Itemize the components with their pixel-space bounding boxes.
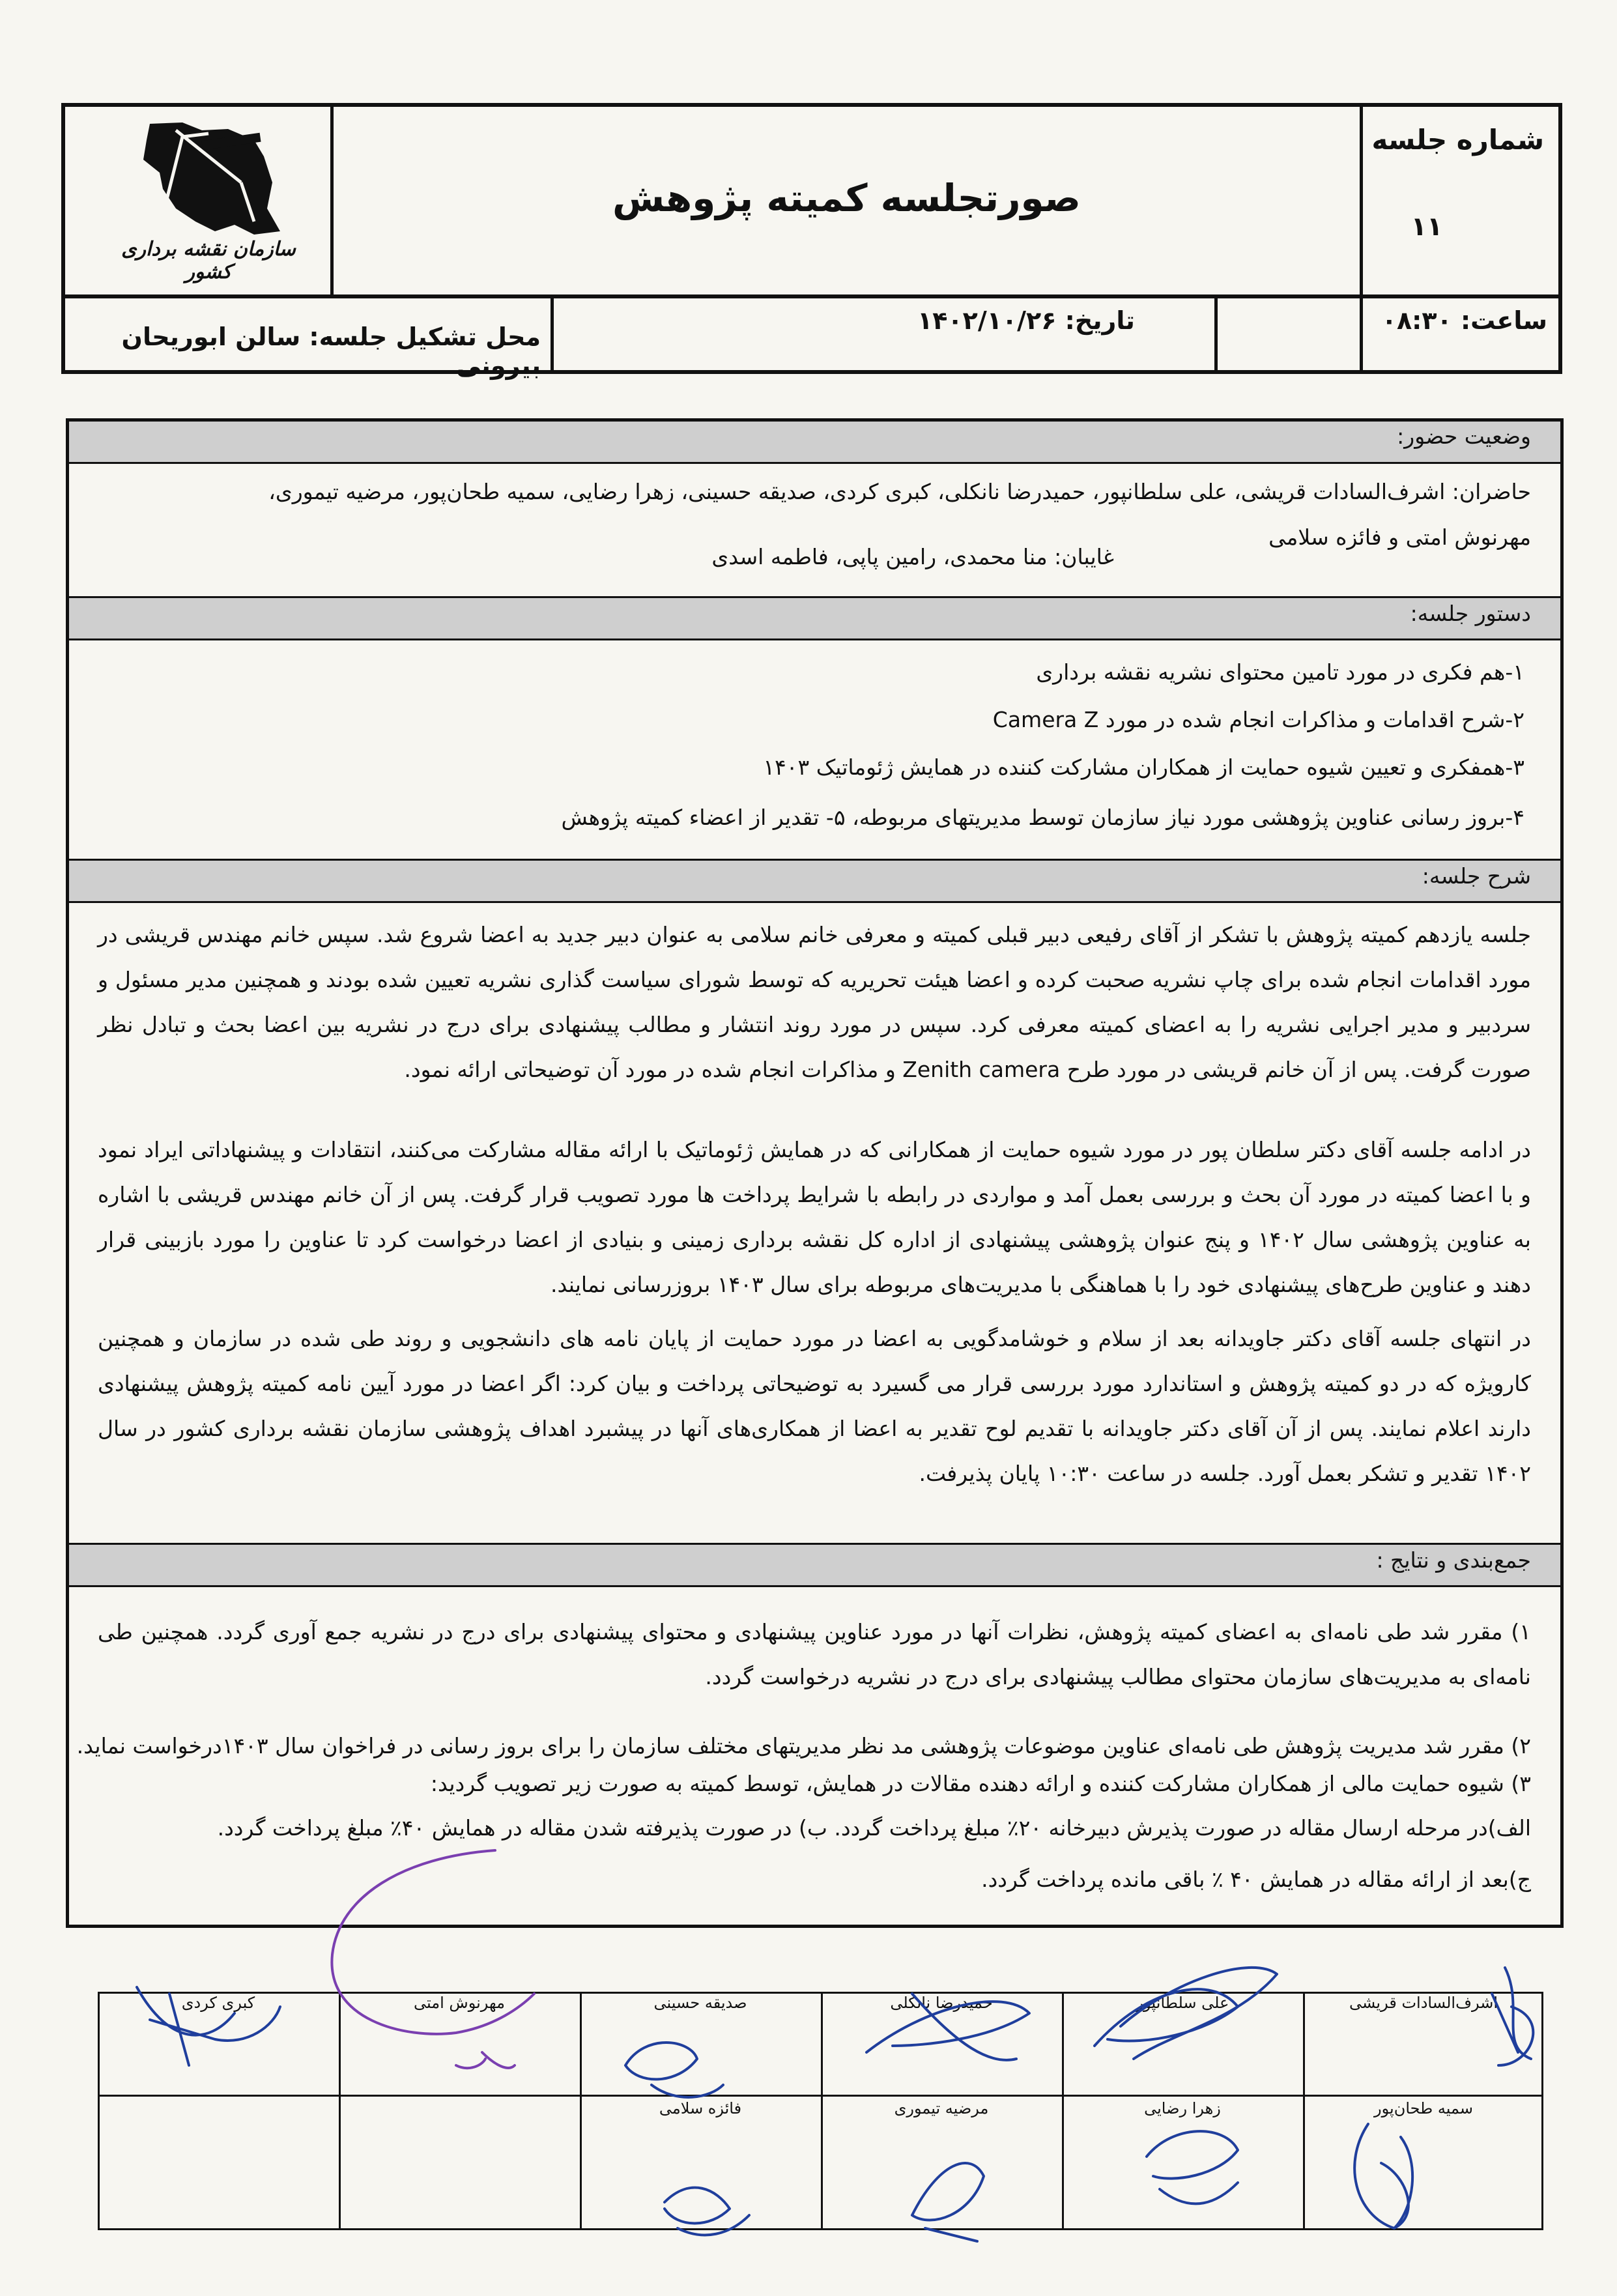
signature-mark xyxy=(1354,2124,1412,2228)
session-number-label: شماره جلسه xyxy=(1371,124,1544,156)
agenda-item-2: ۲-شرح اقدامات و مذاکرات انجام شده در مورد Camera Z xyxy=(992,707,1524,732)
signatory-name: علی سلطانپور xyxy=(1136,1994,1229,2012)
description-heading: شرح جلسه: xyxy=(1422,863,1531,889)
results-heading: جمع‌بندی و نتایج : xyxy=(1376,1547,1531,1573)
signatory-name: مرضیه تیموری xyxy=(894,2099,989,2117)
signature-mark xyxy=(1147,2131,1238,2203)
result-item-1: ۱) مقرر شد طی نامه‌ای به اعضای کمیته پژوهش، نظرات آنها در مورد عناوین پیشنهادی و محتوای پیشنهادی برای درج در نشریه جمع آوری گردد. همچنین طی نامه‌ای به مدیریت‌های سازمان محتوای مطالب پیشنهادی برای درج در نشریه درخواست گردد. xyxy=(98,1619,1531,1689)
agenda-item-1: ۱-هم فکری در مورد تامین محتوای نشریه نقشه برداری xyxy=(1036,659,1524,685)
absent-list: غایبان: منا محمدی، رامین پاپی، فاطمه اسدی xyxy=(711,544,1114,569)
meeting-location: محل تشکیل جلسه: سالن ابوریحان بیرونی xyxy=(121,323,541,380)
signatory-name: کبری کردی xyxy=(181,1994,255,2012)
org-name: سازمان نقشه برداری کشور xyxy=(121,238,296,283)
signatory-name: سمیه طحان‌پور xyxy=(1374,2099,1473,2117)
signatory-name: اشرف‌السادات قریشی xyxy=(1349,1994,1498,2012)
signatory-name: مهرنوش امتی xyxy=(414,1994,505,2012)
result-item-3b: ج)بعد از ارائه مقاله در همایش ۴۰ ٪ باقی مانده پرداخت گردد. xyxy=(981,1867,1531,1892)
meeting-time: ساعت: ۰۸:۳۰ xyxy=(1381,306,1547,335)
present-list-line1: حاضران: اشرف‌السادات قریشی، علی سلطانپور، حمیدرضا نانکلی، کبری کردی، صدیقه حسینی، زهرا رضایی، سمیه طحان‌پور، مرضیه تیموری، xyxy=(268,479,1531,504)
signatory-name: حمیدرضا نانکلی xyxy=(890,1994,993,2012)
description-paragraph-2: در ادامه جلسه آقای دکتر سلطان پور در مورد شیوه حمایت از همکارانی که در همایش ژئوماتیک با ارائه مقاله مشارکت می‌کنند، انتقادات و پیشنهاداتی ایراد نمود و با اعضا کمیته در مورد آن بحث و بررسی بعمل آمد و مواردی در رابطه با شرایط پرداخت ها مورد تصویب قرار گرفت. پس از آن خانم مهندس قریشی با اشاره به عناوین پژوهشی سال ۱۴۰۲ و پنج عنوان پژوهشی پیشنهادی از اداره کل نقشه برداری زمینی و بنیادی از اعضا درخواست کرد تا عناوین را مورد بازبینی قرار دهند و عناوین طرح‌های پیشنهادی خود را با هماهنگی با مدیریت‌های مربوطه برای سال ۱۴۰۳ بروزرسانی نمایند. xyxy=(98,1137,1531,1297)
signature-mark xyxy=(137,1987,280,2065)
description-paragraph-1: جلسه یازدهم کمیته پژوهش با تشکر از آقای رفیعی دبیر قبلی کمیته و معرفی خانم سلامی به عنوان دبیر جدید به اعضا شروع شد. سپس خانم مهندس قریشی در مورد اقدامات انجام شده برای چاپ نشریه صحبت کرده و اعضا هیئت تحریریه که توسط شورای سیاست گذاری نشریه تعیین شده بودند و همچنین مدیر مسئول و سردبیر و مدیر اجرایی نشریه را به اعضای کمیته معرفی کرد. سپس در مورد روند انتشار و مطالب پیشنهادی برای درج در نشریه بین اعضا بحث و تبادل نظر صورت گرفت. پس از آن خانم قریشی در مورد طرح Zenith camera و مذاکرات انجام شده در مورد آن توضیحاتی ارائه نمود. xyxy=(98,922,1531,1082)
signatory-name: فائزه سلامی xyxy=(659,2099,742,2117)
signatory-name: زهرا رضایی xyxy=(1144,2099,1221,2117)
signature-mark xyxy=(332,1850,534,2068)
signature-mark xyxy=(625,2043,723,2097)
signatory-name: صدیقه حسینی xyxy=(653,1994,747,2012)
agenda-item-3: ۳-همفکری و تعیین شیوه حمایت از همکاران مشارکت کننده در همایش ژئوماتیک ۱۴۰۳ xyxy=(763,754,1524,780)
result-item-3: ۳) شیوه حمایت مالی از همکاران مشارکت کننده و ارائه دهنده مقالات در همایش، توسط کمیته به صورت زیر تصویب گردید: xyxy=(430,1771,1531,1796)
handwritten-signatures xyxy=(0,1759,1617,2267)
signature-mark xyxy=(1492,1968,1533,2065)
result-item-3a: الف)در مرحله ارسال مقاله در صورت پذیرش دبیرخانه ۲۰٪ مبلغ پرداخت گردد. ب) در صورت پذیرفته شدن مقاله در همایش ۴۰٪ مبلغ پرداخت گردد. xyxy=(217,1815,1531,1841)
signature-mark xyxy=(1095,1968,1277,2059)
page-title: صورتجلسه کمیته پژوهش xyxy=(612,176,1081,220)
meeting-date: تاریخ: ۱۴۰۲/۱۰/۲۶ xyxy=(917,306,1135,335)
agenda-heading: دستور جلسه: xyxy=(1410,601,1531,626)
signature-mark xyxy=(866,1994,1029,2060)
present-list-line2: مهرنوش امتی و فائزه سلامی xyxy=(1268,524,1531,550)
agenda-item-4: ۴-بروز رسانی عناوین پژوهشی مورد نیاز سازمان توسط مدیریتهای مربوطه، ۵- تقدیر از اعضاء کمیته پژوهش xyxy=(561,805,1524,830)
description-paragraph-3: در انتهای جلسه آقای دکتر جاویدانه بعد از سلام و خوشامدگویی به اعضا در مورد حمایت از پایان نامه های دانشجویی و روند طی شده در سازمان و همچنین کارویژه که در دو کمیته پژوهش و استاندارد مورد بررسی قرار می گسیرد به توضیحاتی پرداخت و بیان کرد: اگر اعضا در مورد آیین نامه کمیته پژوهش پیشنهادی دارند اعلام نمایند. پس از آن آقای دکتر جاویدانه با تقدیم لوح تقدیر به اعضا از همکاری‌های آنها در پیشبرد اهداف پژوهشی سازمان نقشه برداری کشور در سال ۱۴۰۲ تقدیر و تشکر بعمل آورد. جلسه در ساعت ۱۰:۳۰ پایان پذیرفت. xyxy=(98,1326,1531,1486)
organization-logo xyxy=(104,111,313,287)
attendance-heading: وضعیت حضور: xyxy=(1397,423,1531,449)
result-item-2: ۲) مقرر شد مدیریت پژوهش طی نامه‌ای عناوین موضوعات پژوهشی مد نظر مدیریتهای مختلف سازمان را برای بروز رسانی در فراخوان سال ۱۴۰۳درخواست نماید. xyxy=(76,1733,1531,1758)
session-number: ۱۱ xyxy=(1410,212,1443,242)
signature-mark xyxy=(665,2188,749,2235)
signature-mark xyxy=(912,2163,984,2241)
